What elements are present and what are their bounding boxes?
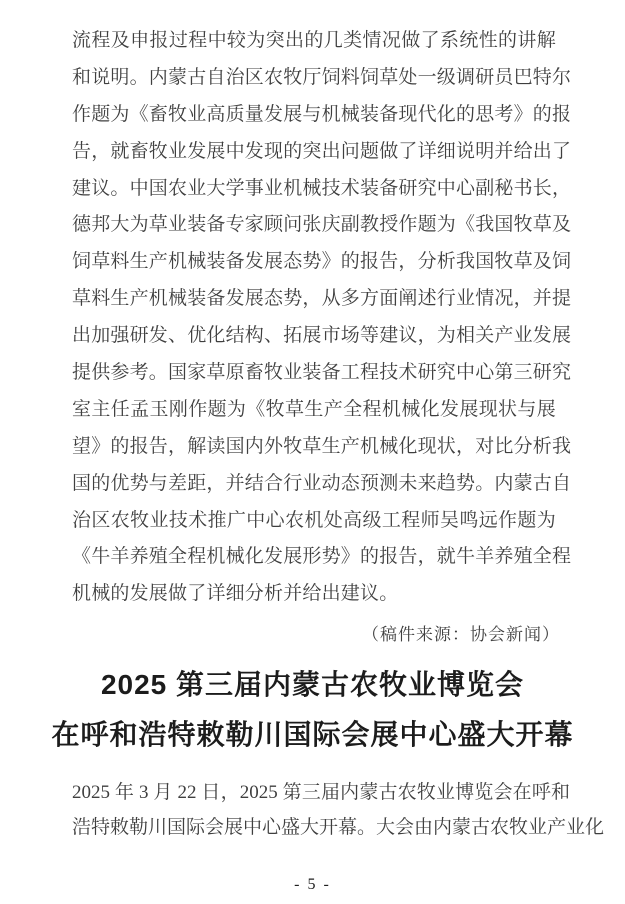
body-text-line: 建议。中国农业大学事业机械技术装备研究中心副秘书长， — [72, 177, 572, 199]
opening-text-line: 浩特敕勒川国际会展中心盛大开幕。大会由内蒙古农牧业产业化 — [72, 817, 605, 839]
body-text-line: 流程及申报过程中较为突出的几类情况做了系统性的讲解 — [72, 30, 556, 51]
body-text-line: 和说明。内蒙古自治区农牧厅饲料饲草处一级调研员巴特尔 — [72, 66, 572, 88]
opening-paragraph — [72, 775, 605, 845]
body-paragraph — [72, 23, 572, 613]
page-number: - 5 - — [294, 876, 331, 893]
body-text-line: 出加强研发、优化结构、拓展市场等建议，为相关产业发展 — [72, 325, 572, 347]
body-text-line: 望》的报告，解读国内外牧草生产机械化现状，对比分析我 — [72, 435, 572, 457]
opening-text-line: 2025 年 3 月 22 日，2025 第三届内蒙古农牧业博览会在呼和 — [72, 782, 570, 804]
body-text-line: 机械的发展做了详细分析并给出建议。 — [72, 583, 399, 605]
body-text-line: 饲草料生产机械装备发展态势》的报告，分析我国牧草及饲 — [72, 251, 572, 273]
body-text-line: 告，就畜牧业发展中发现的突出问题做了详细说明并给出了 — [72, 140, 572, 162]
body-text-line: 室主任孟玉刚作题为《牧草生产全程机械化发展现状与展 — [72, 398, 556, 420]
body-text-line: 作题为《畜牧业高质量发展与机械装备现代化的思考》的报 — [72, 103, 572, 125]
headline-line-2: 在呼和浩特敕勒川国际会展中心盛大开幕 — [51, 719, 574, 751]
body-text-line: 《牛羊养殖全程机械化发展形势》的报告，就牛羊养殖全程 — [72, 546, 572, 568]
source-note: （稿件来源：协会新闻） — [362, 625, 560, 645]
body-text-line: 提供参考。国家草原畜牧业装备工程技术研究中心第三研究 — [72, 362, 572, 384]
body-text-line: 草料生产机械装备发展态势，从多方面阐述行业情况，并提 — [72, 288, 572, 310]
headline-line-1: 2025 第三届内蒙古农牧业博览会 — [100, 669, 525, 701]
body-text-line: 治区农牧业技术推广中心农机处高级工程师吴鸣远作题为 — [72, 509, 556, 531]
article-headline — [0, 670, 625, 750]
body-text-line: 德邦大为草业装备专家顾问张庆副教授作题为《我国牧草及 — [72, 214, 572, 236]
body-text-line: 国的优势与差距，并结合行业动态预测未来趋势。内蒙古自 — [72, 472, 572, 494]
